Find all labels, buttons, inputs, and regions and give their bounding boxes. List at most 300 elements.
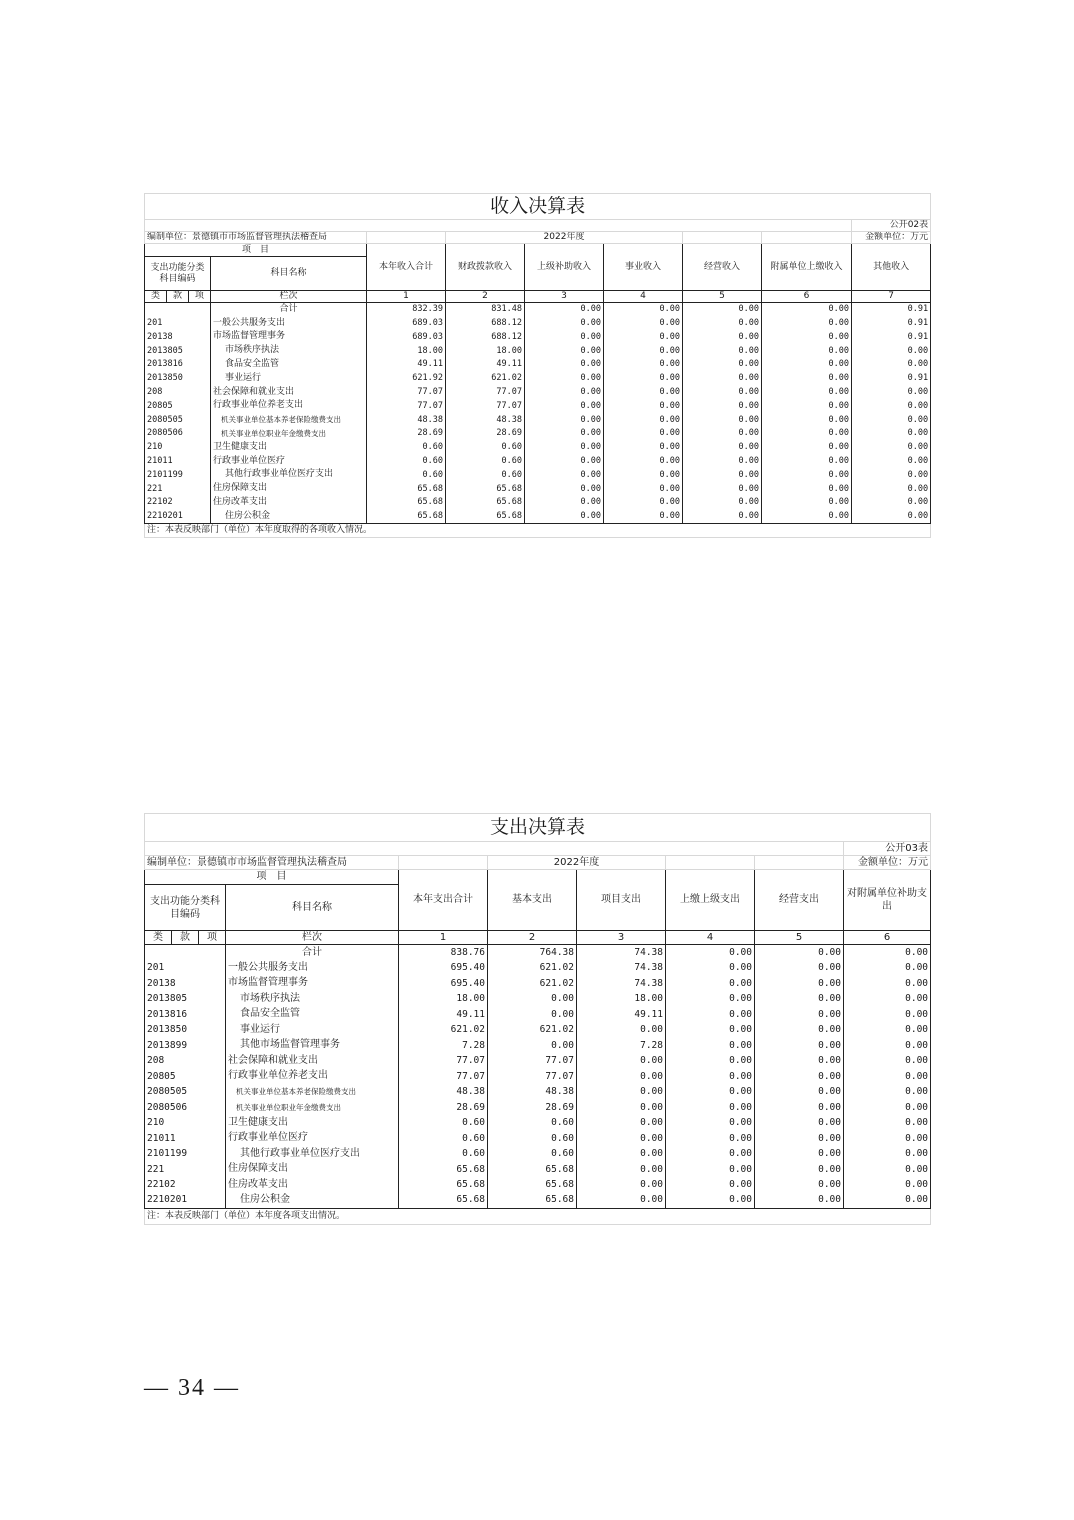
row-value: 0.60 [446, 454, 525, 468]
row-value: 0.00 [755, 976, 844, 992]
income-col-header-2: 财政拨款收入 [446, 244, 525, 291]
row-value: 0.00 [666, 960, 755, 976]
row-value: 0.00 [604, 385, 683, 399]
row-code: 210 [145, 440, 211, 454]
row-value: 65.68 [446, 482, 525, 496]
row-name: 机关事业单位基本养老保险缴费支出 [211, 413, 367, 427]
row-code: 208 [145, 385, 211, 399]
row-value: 0.00 [683, 399, 762, 413]
row-value: 0.00 [762, 427, 852, 441]
row-value: 65.68 [488, 1177, 577, 1193]
row-code: 208 [145, 1053, 226, 1069]
row-code: 2013816 [145, 1007, 226, 1023]
row-value: 0.00 [666, 1193, 755, 1209]
row-value: 0.00 [755, 960, 844, 976]
row-value: 0.00 [525, 344, 604, 358]
row-value: 0.00 [577, 1100, 666, 1116]
row-value: 7.28 [399, 1038, 488, 1054]
table-row [145, 468, 931, 482]
row-name: 住房保障支出 [211, 482, 367, 496]
row-value: 689.03 [367, 316, 446, 330]
row-value: 0.00 [755, 1084, 844, 1100]
row-value: 0.00 [683, 316, 762, 330]
row-value: 0.60 [367, 440, 446, 454]
row-value: 65.68 [446, 509, 525, 523]
income-name-header: 科目名称 [211, 257, 367, 291]
row-value: 0.00 [525, 399, 604, 413]
row-value: 695.40 [399, 976, 488, 992]
row-value: 0.00 [666, 1084, 755, 1100]
row-value: 0.00 [844, 1146, 931, 1162]
row-value: 0.00 [762, 316, 852, 330]
row-value: 65.68 [367, 509, 446, 523]
row-value: 0.00 [577, 1069, 666, 1085]
row-name: 其他行政事业单位医疗支出 [226, 1146, 399, 1162]
income-year: 2022年度 [446, 232, 683, 244]
row-code: 21011 [145, 1131, 226, 1147]
row-code: 20138 [145, 330, 211, 344]
row-name: 住房公积金 [211, 509, 367, 523]
table-row [145, 330, 931, 344]
row-value: 0.00 [755, 945, 844, 961]
row-name: 食品安全监管 [211, 358, 367, 372]
row-code: 210 [145, 1115, 226, 1131]
expense-col-no: 4 [666, 931, 755, 945]
row-value: 0.00 [762, 509, 852, 523]
row-value: 0.00 [577, 1053, 666, 1069]
row-value: 77.07 [399, 1069, 488, 1085]
row-value: 0.00 [762, 413, 852, 427]
row-value: 49.11 [367, 358, 446, 372]
row-name: 一般公共服务支出 [226, 960, 399, 976]
row-value: 688.12 [446, 316, 525, 330]
row-value: 0.60 [399, 1146, 488, 1162]
row-value: 0.00 [666, 1069, 755, 1085]
row-value: 0.00 [604, 371, 683, 385]
row-value: 0.00 [683, 440, 762, 454]
row-name: 一般公共服务支出 [211, 316, 367, 330]
income-rows [145, 303, 931, 524]
row-value: 0.00 [852, 427, 931, 441]
income-title: 收入决算表 [145, 194, 931, 220]
table-row [145, 427, 931, 441]
row-value: 49.11 [446, 358, 525, 372]
row-code: 20805 [145, 1069, 226, 1085]
row-value: 0.00 [604, 509, 683, 523]
row-value: 0.91 [852, 371, 931, 385]
row-value: 0.00 [683, 454, 762, 468]
row-value: 0.00 [755, 1162, 844, 1178]
row-value: 0.00 [604, 413, 683, 427]
row-value: 0.00 [525, 316, 604, 330]
row-name: 合计 [211, 303, 367, 317]
row-value: 18.00 [399, 991, 488, 1007]
row-value: 0.00 [762, 344, 852, 358]
row-value: 0.00 [755, 1115, 844, 1131]
row-value: 74.38 [577, 945, 666, 961]
row-code: 2210201 [145, 1193, 226, 1209]
row-value: 0.00 [844, 1100, 931, 1116]
income-item-header: 项 目 [145, 244, 367, 257]
row-value: 0.91 [852, 303, 931, 317]
expense-table-no: 公开03表 [844, 842, 931, 856]
row-value: 0.00 [577, 1146, 666, 1162]
row-code: 22102 [145, 1177, 226, 1193]
row-value: 0.60 [488, 1146, 577, 1162]
row-name: 住房公积金 [226, 1193, 399, 1209]
row-value: 0.00 [666, 1007, 755, 1023]
row-value: 0.00 [762, 440, 852, 454]
row-value: 764.38 [488, 945, 577, 961]
row-value: 0.00 [666, 976, 755, 992]
row-code: 2101199 [145, 1146, 226, 1162]
table-row [145, 960, 931, 976]
row-value: 77.07 [367, 399, 446, 413]
row-value: 0.60 [446, 440, 525, 454]
table-row [145, 1131, 931, 1147]
row-value: 74.38 [577, 960, 666, 976]
expense-sheet [144, 813, 930, 1225]
row-value: 0.00 [755, 1007, 844, 1023]
row-value: 0.00 [755, 1053, 844, 1069]
row-value: 0.00 [525, 358, 604, 372]
row-value: 48.38 [399, 1084, 488, 1100]
row-name: 住房改革支出 [226, 1177, 399, 1193]
row-value: 18.00 [367, 344, 446, 358]
income-note: 注：本表反映部门（单位）本年度取得的各项收入情况。 [145, 523, 931, 537]
income-col-header-6: 附属单位上缴收入 [762, 244, 852, 291]
income-col-no: 1 [367, 291, 446, 303]
income-unit: 金额单位：万元 [852, 232, 931, 244]
row-value: 0.00 [604, 482, 683, 496]
row-value: 0.00 [844, 1193, 931, 1209]
row-code: 2080506 [145, 1100, 226, 1116]
expense-col-no: 2 [488, 931, 577, 945]
expense-year: 2022年度 [488, 856, 666, 870]
row-value: 0.00 [683, 413, 762, 427]
row-value: 0.00 [683, 482, 762, 496]
row-name: 社会保障和就业支出 [226, 1053, 399, 1069]
row-value: 0.60 [367, 454, 446, 468]
row-name: 卫生健康支出 [211, 440, 367, 454]
row-value: 0.00 [683, 427, 762, 441]
row-value: 621.02 [488, 960, 577, 976]
row-value: 48.38 [446, 413, 525, 427]
row-value: 0.00 [525, 330, 604, 344]
row-name: 其他市场监督管理事务 [226, 1038, 399, 1054]
table-row [145, 344, 931, 358]
row-value: 77.07 [399, 1053, 488, 1069]
row-value: 838.76 [399, 945, 488, 961]
row-value: 0.60 [446, 468, 525, 482]
row-value: 28.69 [399, 1100, 488, 1116]
row-value: 0.00 [852, 413, 931, 427]
row-value: 65.68 [399, 1193, 488, 1209]
row-value: 0.00 [525, 371, 604, 385]
row-value: 0.00 [852, 440, 931, 454]
table-row [145, 1007, 931, 1023]
row-name: 行政事业单位养老支出 [211, 399, 367, 413]
income-col-no: 4 [604, 291, 683, 303]
table-row [145, 413, 931, 427]
row-value: 0.00 [666, 1131, 755, 1147]
row-value: 0.00 [683, 303, 762, 317]
expense-note: 注：本表反映部门（单位）本年度各项支出情况。 [145, 1208, 931, 1224]
row-value: 28.69 [446, 427, 525, 441]
income-sheet [144, 193, 930, 538]
row-value: 0.91 [852, 330, 931, 344]
row-value: 74.38 [577, 976, 666, 992]
income-col-no: 5 [683, 291, 762, 303]
row-value: 0.00 [604, 440, 683, 454]
row-name: 市场秩序执法 [211, 344, 367, 358]
row-value: 0.00 [525, 385, 604, 399]
table-row [145, 454, 931, 468]
row-value: 0.91 [852, 316, 931, 330]
row-value: 0.00 [604, 496, 683, 510]
row-value: 65.68 [399, 1162, 488, 1178]
row-value: 77.07 [488, 1053, 577, 1069]
table-row [145, 509, 931, 523]
row-value: 0.00 [525, 427, 604, 441]
row-code: 21011 [145, 454, 211, 468]
row-value: 49.11 [399, 1007, 488, 1023]
row-code: 2101199 [145, 468, 211, 482]
row-value: 0.00 [666, 1115, 755, 1131]
row-value: 0.00 [852, 344, 931, 358]
row-value: 0.00 [666, 1162, 755, 1178]
row-value: 0.60 [488, 1115, 577, 1131]
row-value: 0.00 [852, 468, 931, 482]
table-row [145, 482, 931, 496]
row-value: 0.00 [755, 1177, 844, 1193]
row-code: 2013850 [145, 371, 211, 385]
row-code [145, 945, 226, 961]
row-value: 65.68 [367, 482, 446, 496]
row-value: 0.00 [683, 509, 762, 523]
row-value: 0.00 [762, 482, 852, 496]
income-col-label: 栏次 [211, 291, 367, 303]
row-value: 0.00 [762, 496, 852, 510]
row-value: 28.69 [367, 427, 446, 441]
row-value: 48.38 [488, 1084, 577, 1100]
row-value: 0.00 [755, 1193, 844, 1209]
row-value: 0.00 [666, 1146, 755, 1162]
row-value: 0.00 [577, 1131, 666, 1147]
expense-col-header-3: 项目支出 [577, 870, 666, 931]
income-table-no: 公开02表 [852, 220, 931, 232]
row-value: 0.00 [844, 1069, 931, 1085]
table-row [145, 316, 931, 330]
income-col-header-7: 其他收入 [852, 244, 931, 291]
expense-col-header-6: 对附属单位补助支出 [844, 870, 931, 931]
row-value: 0.00 [577, 1115, 666, 1131]
row-value: 0.00 [604, 399, 683, 413]
row-value: 621.02 [488, 976, 577, 992]
income-col-no: 6 [762, 291, 852, 303]
row-code: 2013850 [145, 1022, 226, 1038]
income-table [144, 193, 931, 538]
row-name: 社会保障和就业支出 [211, 385, 367, 399]
row-value: 0.60 [367, 468, 446, 482]
income-kuan-header: 款 [167, 291, 189, 303]
row-code: 20805 [145, 399, 211, 413]
row-value: 0.00 [525, 413, 604, 427]
row-value: 65.68 [367, 496, 446, 510]
table-row [145, 1022, 931, 1038]
table-row [145, 1084, 931, 1100]
expense-code-header: 支出功能分类科目编码 [145, 885, 226, 931]
row-value: 0.00 [762, 330, 852, 344]
row-value: 621.02 [446, 371, 525, 385]
row-name: 机关事业单位职业年金缴费支出 [226, 1100, 399, 1116]
row-name: 住房改革支出 [211, 496, 367, 510]
row-value: 0.00 [683, 496, 762, 510]
row-value: 832.39 [367, 303, 446, 317]
row-value: 0.00 [844, 1053, 931, 1069]
row-value: 0.00 [844, 1022, 931, 1038]
row-code: 2210201 [145, 509, 211, 523]
expense-col-no: 1 [399, 931, 488, 945]
row-value: 49.11 [577, 1007, 666, 1023]
row-value: 0.00 [666, 1177, 755, 1193]
row-value: 0.00 [604, 468, 683, 482]
income-col-header-5: 经营收入 [683, 244, 762, 291]
row-value: 77.07 [367, 385, 446, 399]
row-name: 市场秩序执法 [226, 991, 399, 1007]
row-code: 2013805 [145, 344, 211, 358]
row-code [145, 303, 211, 317]
row-name: 行政事业单位养老支出 [226, 1069, 399, 1085]
row-value: 0.00 [852, 358, 931, 372]
page-number: — 34 — [144, 1375, 240, 1401]
row-value: 0.00 [666, 1053, 755, 1069]
table-row [145, 1115, 931, 1131]
row-name: 市场监督管理事务 [226, 976, 399, 992]
row-value: 0.00 [762, 468, 852, 482]
table-row [145, 1162, 931, 1178]
expense-kuan-header: 款 [172, 931, 199, 945]
table-row [145, 1053, 931, 1069]
row-value: 689.03 [367, 330, 446, 344]
row-value: 0.00 [755, 1038, 844, 1054]
row-value: 0.00 [844, 1084, 931, 1100]
table-row [145, 1038, 931, 1054]
row-value: 621.02 [488, 1022, 577, 1038]
row-value: 48.38 [367, 413, 446, 427]
table-row [145, 1193, 931, 1209]
row-name: 机关事业单位职业年金缴费支出 [211, 427, 367, 441]
row-value: 0.00 [488, 1038, 577, 1054]
row-value: 0.00 [844, 976, 931, 992]
row-name: 市场监督管理事务 [211, 330, 367, 344]
row-value: 0.00 [683, 385, 762, 399]
table-row [145, 1100, 931, 1116]
row-value: 0.00 [844, 1115, 931, 1131]
table-row [145, 945, 931, 961]
row-code: 2080506 [145, 427, 211, 441]
row-name: 事业运行 [226, 1022, 399, 1038]
row-value: 0.00 [683, 468, 762, 482]
row-value: 0.00 [666, 1022, 755, 1038]
expense-col-header-2: 基本支出 [488, 870, 577, 931]
row-value: 621.92 [367, 371, 446, 385]
row-value: 0.00 [762, 371, 852, 385]
row-value: 0.00 [852, 482, 931, 496]
row-value: 0.00 [577, 1177, 666, 1193]
row-name: 食品安全监管 [226, 1007, 399, 1023]
expense-col-no: 5 [755, 931, 844, 945]
row-value: 0.00 [666, 945, 755, 961]
row-value: 0.00 [604, 316, 683, 330]
row-value: 0.00 [852, 454, 931, 468]
row-code: 2080505 [145, 1084, 226, 1100]
expense-lei-header: 类 [145, 931, 172, 945]
row-value: 28.69 [488, 1100, 577, 1116]
row-value: 0.00 [844, 1038, 931, 1054]
income-code-header: 支出功能分类科目编码 [145, 257, 211, 291]
row-value: 0.00 [525, 468, 604, 482]
table-row [145, 1177, 931, 1193]
row-value: 0.00 [844, 1162, 931, 1178]
row-value: 0.00 [525, 509, 604, 523]
expense-col-header-1: 本年支出合计 [399, 870, 488, 931]
table-row [145, 399, 931, 413]
row-name: 行政事业单位医疗 [226, 1131, 399, 1147]
row-value: 0.00 [604, 454, 683, 468]
row-value: 0.00 [604, 427, 683, 441]
row-value: 65.68 [488, 1193, 577, 1209]
row-value: 0.00 [577, 1022, 666, 1038]
row-value: 0.00 [852, 509, 931, 523]
expense-title: 支出决算表 [145, 814, 931, 842]
row-value: 0.00 [755, 1146, 844, 1162]
row-value: 0.00 [755, 991, 844, 1007]
row-code: 22102 [145, 496, 211, 510]
row-value: 0.00 [755, 1100, 844, 1116]
row-value: 0.00 [844, 960, 931, 976]
row-name: 机关事业单位基本养老保险缴费支出 [226, 1084, 399, 1100]
expense-col-label: 栏次 [226, 931, 399, 945]
row-code: 201 [145, 960, 226, 976]
expense-org: 编制单位：景德镇市市场监督管理执法稽查局 [145, 856, 399, 870]
row-value: 0.00 [525, 440, 604, 454]
income-col-no: 7 [852, 291, 931, 303]
row-value: 0.00 [666, 991, 755, 1007]
row-value: 695.40 [399, 960, 488, 976]
row-value: 0.00 [844, 1177, 931, 1193]
row-code: 2013805 [145, 991, 226, 1007]
row-value: 0.00 [762, 454, 852, 468]
table-row [145, 976, 931, 992]
expense-col-no: 6 [844, 931, 931, 945]
row-code: 2013816 [145, 358, 211, 372]
row-value: 831.48 [446, 303, 525, 317]
row-value: 0.00 [844, 945, 931, 961]
income-col-header-3: 上级补助收入 [525, 244, 604, 291]
row-value: 0.60 [399, 1131, 488, 1147]
row-code: 221 [145, 482, 211, 496]
row-value: 0.00 [525, 454, 604, 468]
income-lei-header: 类 [145, 291, 167, 303]
row-value: 65.68 [488, 1162, 577, 1178]
row-value: 0.00 [604, 358, 683, 372]
row-value: 0.00 [844, 1007, 931, 1023]
row-name: 事业运行 [211, 371, 367, 385]
table-row [145, 385, 931, 399]
row-value: 0.00 [755, 1131, 844, 1147]
row-value: 0.00 [852, 399, 931, 413]
